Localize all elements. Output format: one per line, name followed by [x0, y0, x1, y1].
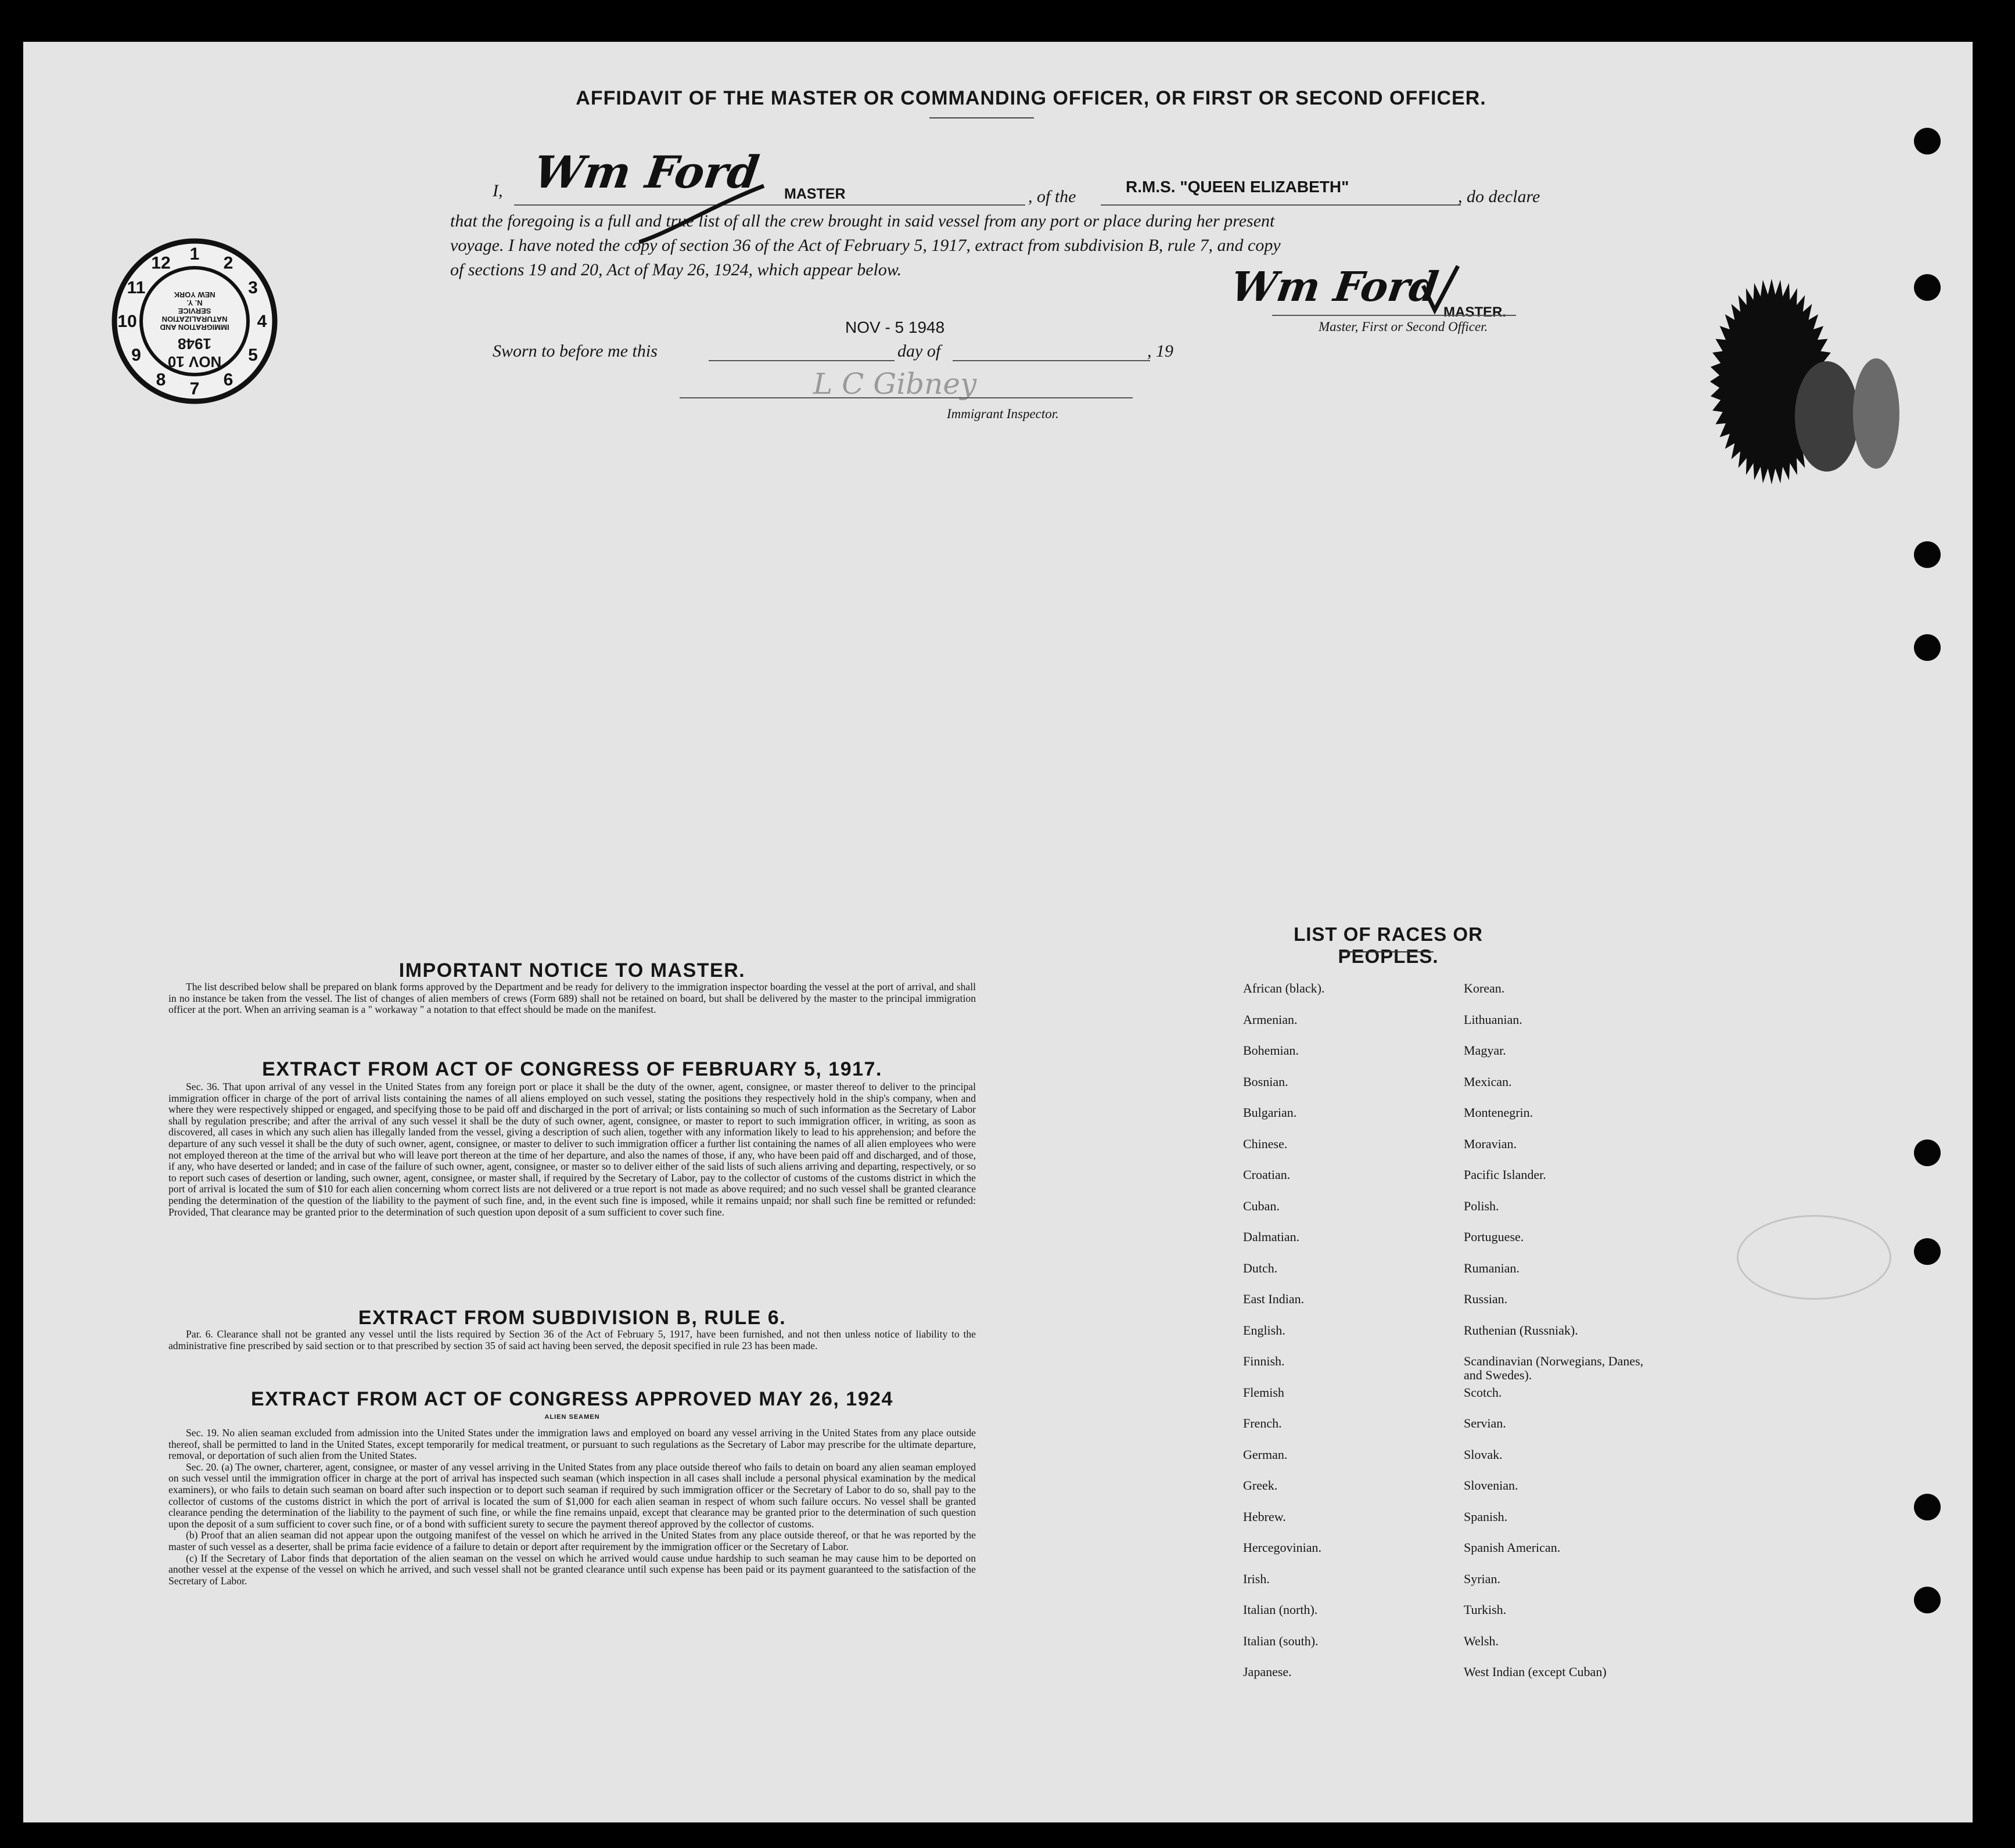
- stamp-line: SERVICE: [178, 307, 211, 315]
- race-item: Hebrew.: [1243, 1509, 1286, 1524]
- race-item: Bulgarian.: [1243, 1105, 1297, 1120]
- sec20c-text: (c) If the Secretary of Labor finds that deportation of the alien seaman on the vessel on which he arrived would cause undue hardship to such seaman he may cause him to be deported on another vessel at the expense of the vessel on which he arrived, and such vessel shall not be granted clearance until such expense has been paid or its payment guaranteed to the satisfaction of the Secretary of Labor.: [168, 1552, 976, 1587]
- race-item: Russian.: [1464, 1292, 1508, 1306]
- extract-1917-title: EXTRACT FROM ACT OF CONGRESS OF FEBRUARY 5, 1917.: [262, 1058, 882, 1080]
- date-stamp: NOV - 5 1948: [845, 318, 945, 336]
- race-item: Lithuanian.: [1464, 1012, 1522, 1027]
- extract-1917-text: Sec. 36. That upon arrival of any vessel in the United States from any foreign port or place it shall be the duty of the owner, agent, consignee, or master thereof to deliver to the principal immigration officer in charge of the port of arrival lists containing the names of all aliens employed on such vessel, stating the positions they respectively hold in the ship's company, when and where they were respectively shipped or engaged, and specifying those to be paid off and discharged in the port of arrival; or lists containing so much of such information as the Secretary of Labor shall by regulation prescribe; and after the arrival of any such vessel it shall be the duty of such owner, agent, consignee, or master to report to such immigration officer, in writing, as soon as discovered, all cases in which any such alien has illegally landed from the vessel, giving a description of such alien, together with any information likely to lead to his apprehension; and before the departure of any such vessel it shall be the duty of such owner, agent, consignee, or master to deliver to such immigration officer a further list containing the names of all alien employees who were not employed thereon at the time of the arrival but who will leave port thereon at the time of her departure, and also the names of those, if any, who have been paid off and discharged, and of those, if any, who have deserted or landed; and in case of the failure of such owner, agent, consignee, or master so to deliver either of the said lists of such aliens arriving and departing, respectively, or so to report such cases of desertion or landing, such owner, agent, consignee, or master shall, if required by the Secretary of Labor, pay to the collector of customs of the customs district in which the port of arrival is located the sum of $10 for each alien concerning whom correct lists are not delivered or a true report is not made as above required; and no such vessel shall be granted clearance pending the determination of the question of the liability to the payment of such fine, and, in the event such fine is imposed, while it remains unpaid; nor shall such fine be remitted or refunded: Provided, That clearance may be granted prior to the determination of such question upon deposit of a sum sufficient to cover such fine.: [168, 1081, 976, 1218]
- affidavit-body-line-3: of sections 19 and 20, Act of May 26, 1924, which appear below.: [450, 260, 902, 279]
- stamp-ring-number: 9: [131, 346, 141, 365]
- stamp-ring-number: 5: [248, 346, 258, 365]
- race-item: Portuguese.: [1464, 1229, 1524, 1244]
- extract-1924-subtitle: ALIEN SEAMEN: [544, 1414, 600, 1421]
- punch-hole: [1914, 634, 1941, 661]
- race-item: Japanese.: [1243, 1664, 1292, 1679]
- races-right-column: [1464, 42, 1708, 1784]
- stamp-ring-number: 4: [257, 312, 267, 331]
- race-item: West Indian (except Cuban): [1464, 1664, 1607, 1679]
- day-of-label: day of: [897, 341, 941, 361]
- race-item: Greek.: [1243, 1478, 1278, 1493]
- race-item: Servian.: [1464, 1416, 1506, 1430]
- race-item: Slovenian.: [1464, 1478, 1518, 1493]
- stamp-ring-number: 2: [223, 253, 234, 273]
- race-item: Croatian.: [1243, 1167, 1291, 1182]
- master-signature: Wm Ford: [530, 146, 763, 198]
- race-item: Finnish.: [1243, 1354, 1285, 1368]
- race-item: Pacific Islander.: [1464, 1167, 1546, 1182]
- race-item: Turkish.: [1464, 1602, 1507, 1617]
- immigration-stamp: [110, 237, 279, 405]
- stamp-ring-number: 6: [223, 370, 234, 390]
- sworn-month-blank: [953, 360, 1150, 361]
- race-item: Scandinavian (Norwegians, Danes, and Swedes).: [1464, 1354, 1644, 1382]
- race-item: Welsh.: [1464, 1633, 1499, 1648]
- year-prefix: , 19: [1147, 341, 1173, 361]
- race-item: Korean.: [1464, 981, 1505, 995]
- master-signature-repeat: Wm Ford: [1228, 263, 1442, 311]
- race-item: Rumanian.: [1464, 1260, 1520, 1275]
- of-the-label: , of the: [1028, 187, 1076, 206]
- affidavit-body-line-2: voyage. I have noted the copy of section 36 of the Act of February 5, 1917, extract from subdivision B, rule 7, and copy: [450, 236, 1281, 255]
- race-item: Dutch.: [1243, 1260, 1278, 1275]
- race-item: East Indian.: [1243, 1292, 1305, 1306]
- races-title: LIST OF RACES OR PEOPLES.: [1294, 923, 1483, 967]
- inspector-signature: L C Gibney: [813, 367, 977, 401]
- race-item: Scotch.: [1464, 1385, 1502, 1400]
- title-rule: [929, 117, 1034, 118]
- race-item: Mexican.: [1464, 1074, 1512, 1089]
- race-item: French.: [1243, 1416, 1282, 1430]
- race-item: Bohemian.: [1243, 1043, 1299, 1058]
- race-item: Moravian.: [1464, 1136, 1517, 1151]
- rank-typed: MASTER: [784, 186, 846, 202]
- punch-hole: [1914, 1587, 1941, 1613]
- sec20a-text: Sec. 20. (a) The owner, charterer, agent, consignee, or master of any vessel arriving in the United States from any place outside thereof who fails to detain on board any alien seaman employed on such vessel until the immigration officer in charge at the port of arrival has inspected such seaman (which inspection in all cases shall include a personal physical examination by the medical examiners), or who fails to detain such seaman on board after such inspection or to deport such seaman if required by such immigration officer or the Secretary of Labor to do so, shall pay to the collector of customs of the customs district in which the port of arrival is located the sum of $1,000 for each alien seaman in respect of whom such failure occurs. No vessel shall be granted clearance pending the determination of the liability to the payment of such fine, or while the fine remains unpaid, except that clearance may be granted prior to the determination of such question upon the deposit of a sum sufficient to cover such fine, or of a bond with sufficient surety to secure the payment thereof approved by the collector of customs.: [168, 1461, 976, 1530]
- extract-1924-body: [168, 1428, 976, 1587]
- sworn-day-blank: [709, 360, 895, 361]
- race-item: African (black).: [1243, 981, 1325, 995]
- extract-1924-title: EXTRACT FROM ACT OF CONGRESS APPROVED MAY 26, 1924: [251, 1388, 893, 1410]
- inspector-caption: Immigrant Inspector.: [947, 407, 1059, 421]
- signature-caption: Master, First or Second Officer.: [1319, 319, 1488, 334]
- stamp-date: NOV 10 1948: [167, 335, 222, 371]
- punch-hole: [1914, 274, 1941, 301]
- punch-hole: [1914, 1494, 1941, 1520]
- notice-text: The list described below shall be prepared on blank forms approved by the Department and be ready for delivery to the immigration inspector boarding the vessel at the port of arrival, and shall in no instance be taken from the vessel. The list of changes of alien members of crews (Form 689) shall not be retained on board, but shall be delivered by the master to the principal immigration officer at the port. When an arriving seaman is a " workaway " a notation to that effect should be made on the manifest.: [168, 981, 976, 1016]
- stamp-ring-number: 12: [151, 253, 171, 273]
- stamp-line: NATURALIZATION: [161, 315, 228, 323]
- inspector-blank: [680, 397, 1133, 398]
- stamp-ring-number: 8: [156, 370, 166, 390]
- race-item: Slovak.: [1464, 1447, 1503, 1462]
- do-declare-label: , do declare: [1458, 187, 1540, 206]
- races-left-column: [1243, 42, 1441, 1784]
- race-item: Italian (north).: [1243, 1602, 1318, 1617]
- sec19-text: Sec. 19. No alien seaman excluded from admission into the United States under the immigration laws and employed on board any vessel arriving in the United States from any place outside thereof, shall be permitted to land in the United States, except temporarily for medical treatment, or pursuant to such regulations as the Secretary of Labor may prescribe for the ultimate departure, removal, or deportation of such alien from the United States.: [168, 1427, 976, 1462]
- race-item: Dalmatian.: [1243, 1229, 1300, 1244]
- race-item: Hercegovinian.: [1243, 1540, 1321, 1555]
- race-item: English.: [1243, 1322, 1285, 1338]
- affidavit-body-line-1: that the foregoing is a full and true list of all the crew brought in said vessel from any port or place during her present: [450, 211, 1275, 231]
- race-item: Italian (south).: [1243, 1633, 1319, 1648]
- race-item: German.: [1243, 1447, 1288, 1462]
- stamp-inner-text: [145, 290, 244, 331]
- i-prefix: I,: [493, 181, 503, 200]
- document-page: [23, 42, 1973, 1822]
- stamp-ring-number: 11: [127, 278, 146, 297]
- stamp-line: N. Y.: [186, 299, 203, 307]
- stamp-ring-number: 7: [189, 379, 200, 398]
- sworn-label: Sworn to before me this: [493, 341, 658, 361]
- race-item: Bosnian.: [1243, 1074, 1288, 1089]
- seal-blot: [1702, 271, 1899, 498]
- punch-hole: [1914, 1238, 1941, 1265]
- race-item: Cuban.: [1243, 1198, 1280, 1213]
- affidavit-title: AFFIDAVIT OF THE MASTER OR COMMANDING OFFICER, OR FIRST OR SECOND OFFICER.: [576, 87, 1486, 109]
- race-item: Spanish American.: [1464, 1540, 1561, 1555]
- race-item: Montenegrin.: [1464, 1105, 1533, 1120]
- race-item: Magyar.: [1464, 1043, 1506, 1058]
- race-item: Irish.: [1243, 1571, 1270, 1586]
- signature-rank: MASTER.: [1443, 304, 1506, 320]
- stamp-ring-number: 1: [189, 245, 200, 264]
- race-item: Ruthenian (Russniak).: [1464, 1322, 1578, 1338]
- race-item: Polish.: [1464, 1198, 1499, 1213]
- rule6-title: EXTRACT FROM SUBDIVISION B, RULE 6.: [358, 1307, 786, 1329]
- race-item: Spanish.: [1464, 1509, 1508, 1524]
- rule6-text: Par. 6. Clearance shall not be granted any vessel until the lists required by Section 36 of the Act of February 5, 1917, have been furnished, and not then unless notice of liability to the administrative fine prescribed by said section or to that prescribed by section 35 of said act having been served, the deposit specified in rule 23 has been made.: [168, 1328, 976, 1351]
- stamp-line: IMMIGRATION AND: [160, 323, 229, 332]
- faint-oval-stamp: [1737, 1215, 1891, 1300]
- punch-hole: [1914, 128, 1941, 154]
- sec20b-text: (b) Proof that an alien seaman did not appear upon the outgoing manifest of the vessel on which he arrived in the United States from any place outside thereof, or that he was reported by the master of such vessel as a deserter, shall be prima facie evidence of a failure to detain or deport after requirement by the immigration officer or the Secretary of Labor.: [168, 1529, 976, 1552]
- race-item: Flemish: [1243, 1385, 1284, 1400]
- stamp-ring-number: 10: [117, 312, 137, 331]
- stamp-ring-number: 3: [248, 278, 258, 297]
- punch-hole: [1914, 1139, 1941, 1166]
- vessel-name: R.M.S. "QUEEN ELIZABETH": [1126, 178, 1349, 196]
- race-item: Syrian.: [1464, 1571, 1500, 1586]
- stamp-line: NEW YORK: [174, 290, 215, 299]
- punch-hole: [1914, 541, 1941, 568]
- race-item: Chinese.: [1243, 1136, 1288, 1151]
- race-item: Armenian.: [1243, 1012, 1298, 1027]
- notice-title: IMPORTANT NOTICE TO MASTER.: [398, 959, 746, 981]
